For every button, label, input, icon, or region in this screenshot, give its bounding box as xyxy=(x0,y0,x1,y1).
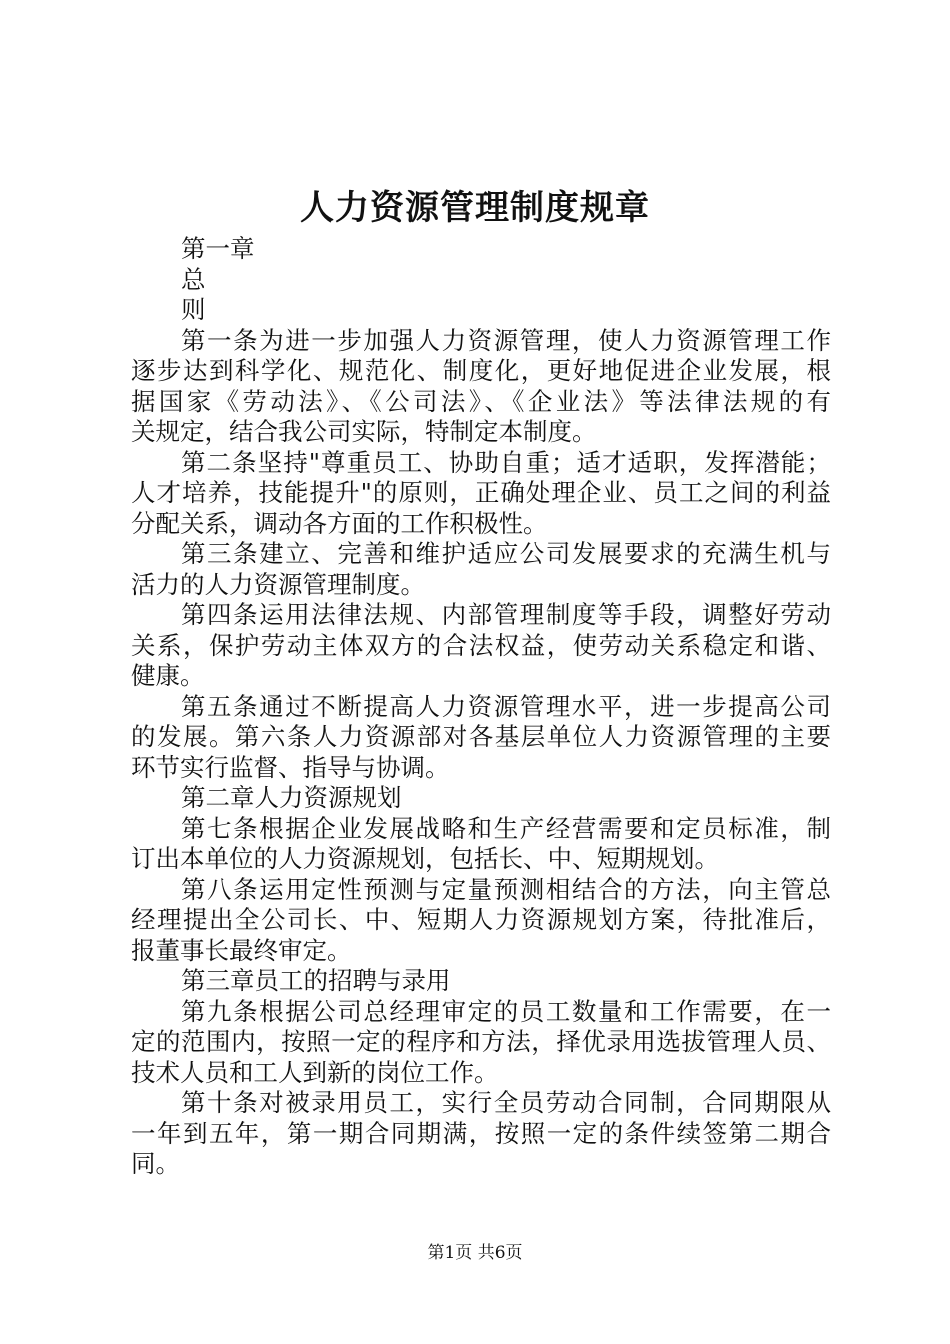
text-line: 第七条根据企业发展战略和生产经营需要和定员标准，制 xyxy=(181,813,831,843)
text-line: 健康。 xyxy=(131,661,205,690)
text-line: 报董事长最终审定。 xyxy=(131,935,352,965)
text-line: 第三条建立、完善和维护适应公司发展要求的充满生机与 xyxy=(181,539,831,568)
text-line: 第三章员工的招聘与录用 xyxy=(181,966,451,995)
text-line: 第一章 xyxy=(181,234,255,263)
text-line: 人才培养，技能提升"的原则，正确处理企业、员工之间的利益 xyxy=(131,478,831,507)
text-line: 总 xyxy=(181,264,206,294)
text-line: 关规定，结合我公司实际，特制定本制度。 xyxy=(131,417,597,446)
text-line: 第一条为进一步加强人力资源管理，使人力资源管理工作 xyxy=(181,325,831,355)
text-line: 第二章人力资源规划 xyxy=(181,783,402,812)
text-line: 的发展。第六条人力资源部对各基层单位人力资源管理的主要 xyxy=(131,722,831,751)
text-line: 环节实行监督、指导与协调。 xyxy=(131,752,450,782)
text-line: 第二条坚持"尊重员工、协助自重；适才适职，发挥潜能； xyxy=(181,447,831,477)
text-line: 订出本单位的人力资源规划，包括长、中、短期规划。 xyxy=(131,844,719,873)
text-line: 一年到五年，第一期合同期满，按照一定的条件续签第二期合 xyxy=(131,1118,831,1148)
text-line: 分配关系，调动各方面的工作积极性。 xyxy=(131,508,548,538)
text-line: 关系，保护劳动主体双方的合法权益，使劳动关系稳定和谐、 xyxy=(131,630,831,660)
text-line: 第四条运用法律法规、内部管理制度等手段，调整好劳动 xyxy=(181,600,831,629)
text-line: 活力的人力资源管理制度。 xyxy=(131,569,425,599)
text-line: 经理提出全公司长、中、短期人力资源规划方案，待批准后， xyxy=(131,905,831,934)
text-line: 第十条对被录用员工，实行全员劳动合同制，合同期限从 xyxy=(181,1088,831,1117)
text-line: 则 xyxy=(181,295,206,324)
document-body xyxy=(131,234,831,1180)
page-footer: 第1页 共6页 xyxy=(427,1243,523,1263)
text-line: 技术人员和工人到新的岗位工作。 xyxy=(131,1057,499,1087)
text-line: 定的范围内，按照一定的程序和方法，择优录用选拔管理人员、 xyxy=(131,1027,831,1056)
text-line: 同。 xyxy=(131,1149,180,1178)
text-line: 第八条运用定性预测与定量预测相结合的方法，向主管总 xyxy=(181,874,831,904)
text-line: 第九条根据公司总经理审定的员工数量和工作需要，在一 xyxy=(181,996,831,1026)
text-line: 据国家《劳动法》、《公司法》、《企业法》等法律法规的有 xyxy=(131,386,831,416)
document-title: 人力资源管理制度规章 xyxy=(300,188,650,228)
text-line: 逐步达到科学化、规范化、制度化，更好地促进企业发展，根 xyxy=(131,356,831,385)
text-line: 第五条通过不断提高人力资源管理水平，进一步提高公司 xyxy=(181,691,831,721)
